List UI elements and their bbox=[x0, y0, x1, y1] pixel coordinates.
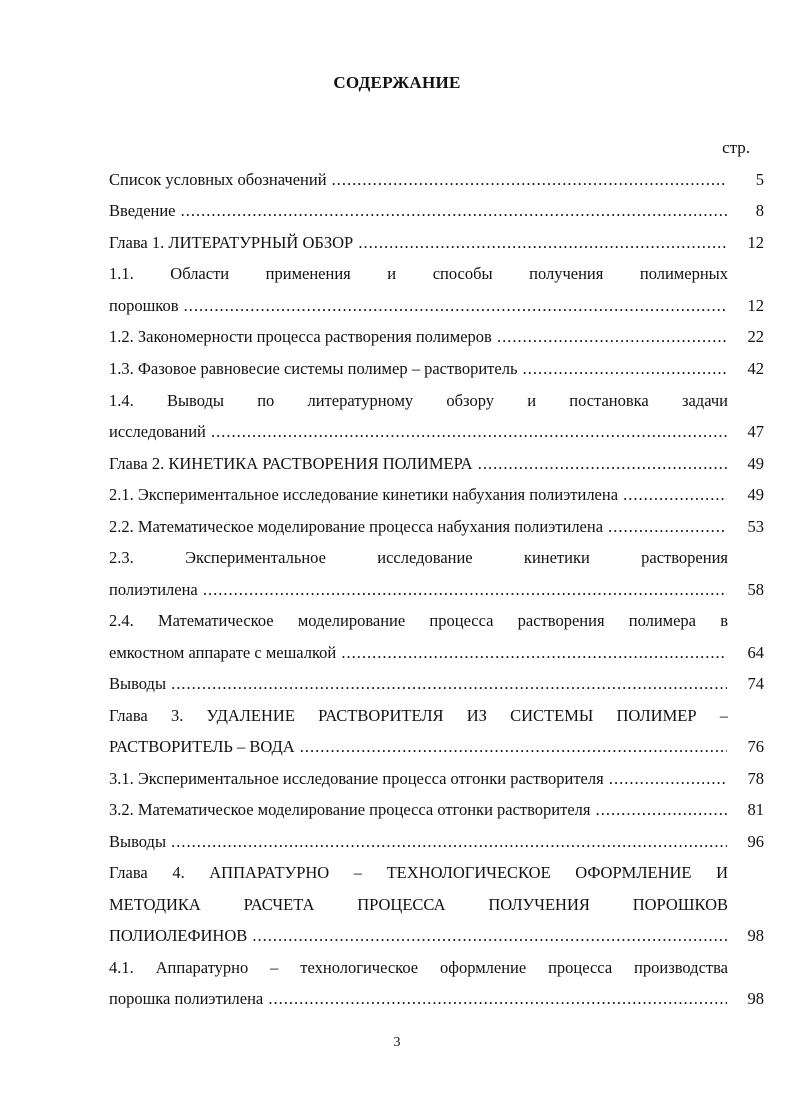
toc-entry[interactable] bbox=[109, 452, 764, 476]
toc-entry-title: 1.2. Закономерности процесса растворения полимеров ..... bbox=[109, 325, 727, 349]
toc-entry-page: 22 bbox=[747, 327, 764, 346]
toc-entry-page: 98 bbox=[747, 926, 764, 945]
toc-entry[interactable] bbox=[109, 231, 764, 255]
toc-entry-page: 12 bbox=[747, 233, 764, 252]
toc-entry-title: Глава 2. КИНЕТИКА РАСТВОРЕНИЯ ПОЛИМЕРА ..... bbox=[109, 452, 727, 476]
toc-entry-line2[interactable] bbox=[109, 420, 764, 444]
toc-entry[interactable] bbox=[109, 672, 764, 696]
toc-entry-title: 3.2. Математическое моделирование процесса отгонки растворителя ..... bbox=[109, 798, 727, 822]
toc-entry-page: 47 bbox=[747, 422, 764, 441]
toc-entry-page: 98 bbox=[747, 989, 764, 1008]
toc-entry-page: 78 bbox=[747, 769, 764, 788]
page-number: 3 bbox=[393, 1035, 401, 1050]
toc-entry-title: полиэтилена ..... bbox=[109, 578, 727, 602]
toc-entry[interactable] bbox=[109, 325, 764, 349]
toc-entry-line2[interactable] bbox=[109, 893, 764, 917]
toc-entry-title: исследований ..... bbox=[109, 420, 727, 444]
toc-entry[interactable] bbox=[109, 515, 764, 539]
toc-entry-page: 64 bbox=[747, 643, 764, 662]
toc-entry-title: 3.1. Экспериментальное исследование процесса отгонки растворителя ..... bbox=[109, 767, 727, 791]
toc-entry-title: Глава 4. АППАРАТУРНО – ТЕХНОЛОГИЧЕСКОЕ ОФОРМЛЕНИЕ И bbox=[109, 863, 728, 882]
toc-entry-title: Выводы ..... bbox=[109, 830, 727, 854]
toc-entry-line1[interactable] bbox=[109, 956, 764, 980]
toc-entry[interactable] bbox=[109, 199, 764, 223]
toc-entry-title: 2.4. Математическое моделирование процесса растворения полимера в bbox=[109, 611, 728, 630]
toc-entry-line1[interactable] bbox=[109, 262, 764, 286]
toc-entry-title: Введение ..... bbox=[109, 199, 727, 223]
toc-entry[interactable] bbox=[109, 483, 764, 507]
toc-entry-line1[interactable] bbox=[109, 389, 764, 413]
toc-entry-title: РАСТВОРИТЕЛЬ – ВОДА ..... bbox=[109, 735, 727, 759]
page-column-label: стр. bbox=[722, 138, 750, 157]
page-title: СОДЕРЖАНИЕ bbox=[333, 73, 461, 92]
toc-entry-title: Глава 3. УДАЛЕНИЕ РАСТВОРИТЕЛЯ ИЗ СИСТЕМЫ ПОЛИМЕР – bbox=[109, 706, 728, 725]
toc-entry-line2[interactable] bbox=[109, 294, 764, 318]
toc-entry-title: порошка полиэтилена ..... bbox=[109, 987, 727, 1011]
toc-entry[interactable] bbox=[109, 798, 764, 822]
toc-entry-page: 49 bbox=[747, 485, 764, 504]
toc-entry-title: МЕТОДИКА РАСЧЕТА ПРОЦЕССА ПОЛУЧЕНИЯ ПОРОШКОВ bbox=[109, 895, 728, 914]
toc-entry-line2[interactable] bbox=[109, 641, 764, 665]
toc-entry-line3[interactable] bbox=[109, 924, 764, 948]
toc-entry-page: 42 bbox=[747, 359, 764, 378]
toc-entry-title: 2.3. Экспериментальное исследование кинетики растворения bbox=[109, 548, 728, 567]
toc-entry-page: 81 bbox=[747, 800, 764, 819]
toc-entry-page: 49 bbox=[747, 454, 764, 473]
toc-entry-line1[interactable] bbox=[109, 609, 764, 633]
toc-entry-page: 5 bbox=[755, 170, 764, 189]
toc-entry-page: 76 bbox=[747, 737, 764, 756]
toc-entry-title: 1.4. Выводы по литературному обзору и постановка задачи bbox=[109, 391, 728, 410]
toc-entry-title: емкостном аппарате с мешалкой ..... bbox=[109, 641, 727, 665]
toc-entry-title: Список условных обозначений ..... bbox=[109, 168, 727, 192]
toc-entry-title: Выводы ..... bbox=[109, 672, 727, 696]
toc-entry-title: 2.2. Математическое моделирование процесса набухания полиэтилена ..... bbox=[109, 515, 727, 539]
toc-entry-title: 1.1. Области применения и способы получения полимерных bbox=[109, 264, 728, 283]
toc-entry-page: 58 bbox=[747, 580, 764, 599]
toc-entry-line2[interactable] bbox=[109, 987, 764, 1011]
toc-entry[interactable] bbox=[109, 168, 764, 192]
toc-entry-title: ПОЛИОЛЕФИНОВ ..... bbox=[109, 924, 727, 948]
toc-entry-page: 8 bbox=[755, 201, 764, 220]
toc-entry-title: 2.1. Экспериментальное исследование кинетики набухания полиэтилена ..... bbox=[109, 483, 727, 507]
toc-entry[interactable] bbox=[109, 767, 764, 791]
toc-entry-page: 12 bbox=[747, 296, 764, 315]
toc-entry-page: 74 bbox=[747, 674, 764, 693]
toc-entry-title: 4.1. Аппаратурно – технологическое оформление процесса производства bbox=[109, 958, 728, 977]
toc-entry-line1[interactable] bbox=[109, 704, 764, 728]
toc-entry-title: порошков ..... bbox=[109, 294, 727, 318]
toc-entry-title: 1.3. Фазовое равновесие системы полимер – растворитель ..... bbox=[109, 357, 727, 381]
toc-entry-line1[interactable] bbox=[109, 546, 764, 570]
toc-entry-page: 53 bbox=[747, 517, 764, 536]
toc-entry-line2[interactable] bbox=[109, 735, 764, 759]
toc-entry-title: Глава 1. ЛИТЕРАТУРНЫЙ ОБЗОР ..... bbox=[109, 231, 727, 255]
toc-entry[interactable] bbox=[109, 357, 764, 381]
toc-entry[interactable] bbox=[109, 830, 764, 854]
toc-entry-page: 96 bbox=[747, 832, 764, 851]
toc-entry-line1[interactable] bbox=[109, 861, 764, 885]
toc-entry-line2[interactable] bbox=[109, 578, 764, 602]
